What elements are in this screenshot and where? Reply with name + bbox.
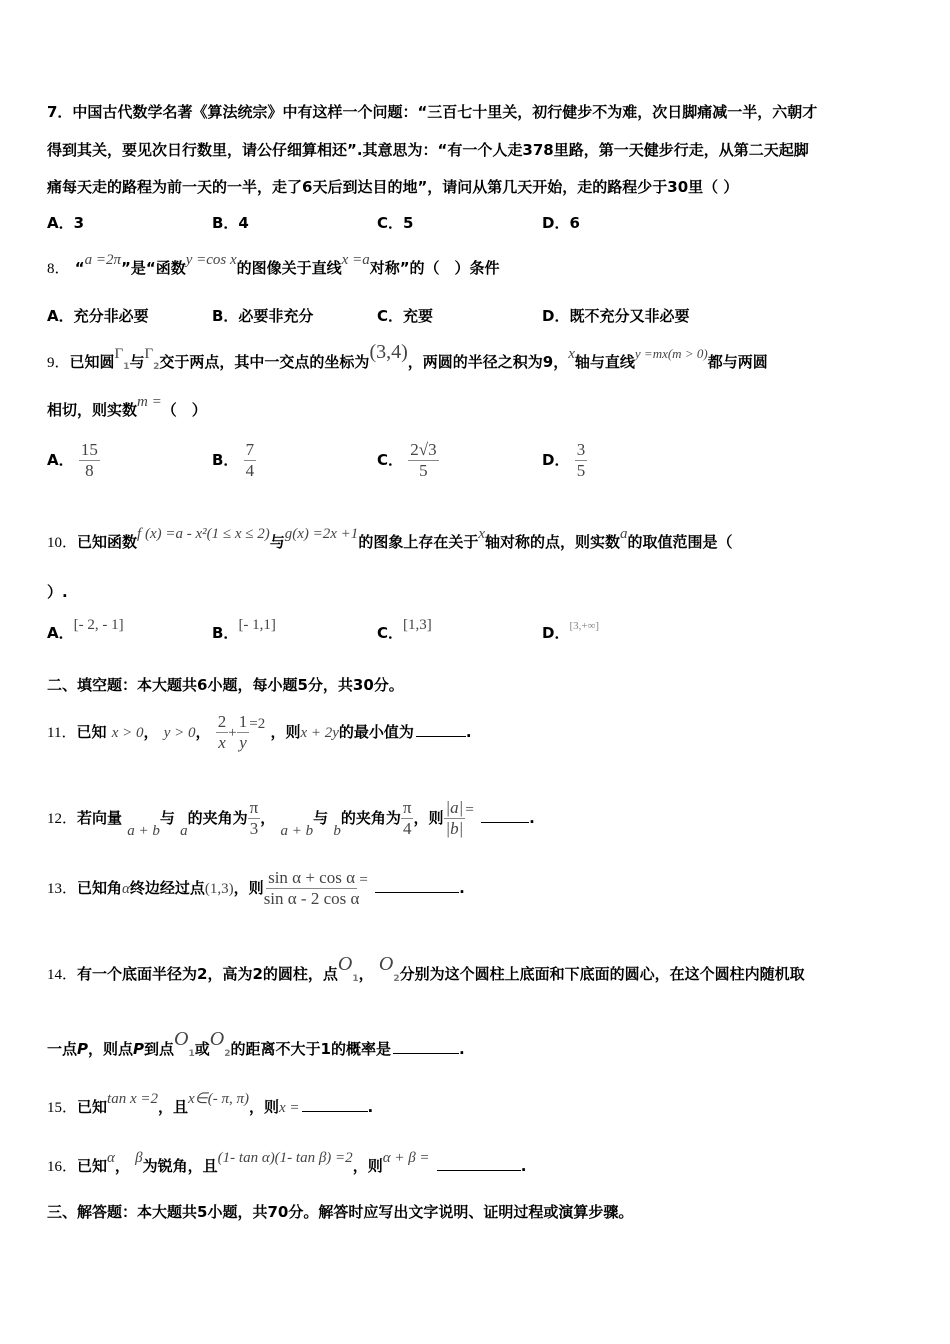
interval: [1,3] <box>403 617 432 633</box>
q9-option-c <box>377 440 439 481</box>
text: 若向量 <box>77 809 123 827</box>
math-O2: O <box>209 1028 225 1050</box>
fraction <box>79 440 100 481</box>
fraction <box>244 440 257 481</box>
interval: [3,+∞] <box>569 620 600 632</box>
equals-2: =2 <box>249 716 266 732</box>
math-x-eq: x = <box>279 1100 300 1116</box>
math-y-gt-0: y > 0 <box>163 725 196 741</box>
q12-stem <box>47 796 535 840</box>
q7-option-a: A．3 <box>47 214 85 232</box>
math-x-plus-2y: x + 2y <box>300 725 339 741</box>
text: 已知 <box>76 723 107 741</box>
denominator: x <box>218 733 226 752</box>
fraction-1-over-y <box>237 712 250 753</box>
text: 已知圆 <box>69 353 115 371</box>
text: 一点 <box>47 1040 78 1058</box>
text: 与 <box>129 353 145 371</box>
q7-line-2: 得到其关，要见次日行数里，请公仔细算相还”.其意思为：“有一个人走378里路，第一天健步行走，从第二天起脚 <box>47 141 809 159</box>
subscript: 1 <box>123 362 130 372</box>
text: 有一个底面半径为2，高为2的圆柱，点 <box>77 965 338 983</box>
math-O1: O <box>174 1028 189 1050</box>
text: ，且 <box>157 1098 188 1116</box>
q15-number: 15． <box>47 1100 78 1116</box>
section-2-heading: 二、填空题：本大题共6小题，每小题5分，共30分。 <box>47 676 404 694</box>
text: 的夹角为 <box>340 809 401 827</box>
numerator: 2 <box>217 712 227 731</box>
text: 的图像关于直线 <box>236 259 342 277</box>
vector-a-plus-b: a + b <box>280 823 314 839</box>
answer-blank <box>393 1052 459 1054</box>
answer-blank <box>437 1169 521 1171</box>
equals: = <box>359 872 368 888</box>
text: 分别为这个圆柱上底面和下底面的圆心，在这个圆柱内随机取 <box>399 965 805 983</box>
fraction-2-over-x <box>216 712 229 753</box>
text: . <box>529 809 535 827</box>
q13-number: 13． <box>47 881 78 897</box>
q7-line-1: 7．中国古代数学名著《算法统宗》中有这样一个问题：“三百七十里关，初行健步不为难，次日脚痛减一半，六朝才 <box>47 103 818 121</box>
math-gamma-2: Γ <box>144 346 154 362</box>
text: 相切，则实数 <box>47 401 138 419</box>
text: 轴对称的点，则实数 <box>485 533 621 551</box>
text: 已知角 <box>77 879 123 897</box>
denominator: 8 <box>85 461 94 480</box>
numerator: π <box>402 798 412 817</box>
fraction-pi-over-4 <box>401 798 414 839</box>
math-tan-product: (1- tan α)(1- tan β) =2 <box>217 1150 353 1166</box>
equals: = <box>465 802 474 818</box>
math-gamma-1: Γ <box>114 346 124 362</box>
text: . <box>520 1157 527 1175</box>
q11-number: 11． <box>47 725 77 741</box>
math-O1: O <box>337 953 353 975</box>
text: 与 <box>313 809 329 827</box>
math-alpha: α <box>107 1150 115 1166</box>
q10-option-a <box>47 617 124 643</box>
numerator: 1 <box>238 712 248 731</box>
q7-option-d: D．6 <box>542 214 580 232</box>
text: 的夹角为 <box>187 809 248 827</box>
denominator: 3 <box>249 819 259 838</box>
text: 都与两圆 <box>707 353 768 371</box>
q8-option-a: A．充分非必要 <box>47 307 149 325</box>
text: . <box>465 723 472 741</box>
fraction-norm-a-over-norm-b <box>444 798 466 839</box>
text: . <box>459 879 465 897</box>
text: ， <box>195 723 211 741</box>
math-x-gt-0: x > 0 <box>111 725 144 741</box>
math-x: x <box>568 346 575 362</box>
q13-stem <box>47 866 465 910</box>
section-3-heading: 三、解答题：本大题共5小题，共70分。解答时应写出文字说明、证明过程或演算步骤。 <box>47 1203 634 1221</box>
text: ”是“函数 <box>121 259 186 277</box>
math-O2: O <box>378 953 394 975</box>
text: ， <box>358 965 374 983</box>
text: . <box>458 1040 465 1058</box>
option-label: A． <box>47 451 74 469</box>
text: 与 <box>269 533 285 551</box>
interval: [- 1,1] <box>238 617 276 633</box>
q14-number: 14． <box>47 967 78 983</box>
answer-blank <box>302 1110 368 1112</box>
answer-blank <box>481 821 529 823</box>
text: ， <box>260 809 276 827</box>
math-alpha-plus-beta: α + β = <box>382 1150 430 1166</box>
math-f-of-x: f (x) =a - x²(1 ≤ x ≤ 2) <box>137 526 270 542</box>
text: 已知函数 <box>77 533 138 551</box>
q10-option-b <box>212 617 276 643</box>
text: 交于两点，其中一交点的坐标为 <box>159 353 370 371</box>
plus: + <box>228 725 237 741</box>
math-point-1-3: (1,3) <box>204 881 234 897</box>
option-label: D． <box>542 624 570 642</box>
option-label: A． <box>47 624 74 642</box>
text: ， <box>114 1157 130 1175</box>
subscript: 2 <box>393 974 400 984</box>
fraction-sin-cos <box>264 868 360 909</box>
math-a-eq-2pi: a =2π <box>84 252 121 268</box>
numerator: π <box>249 798 259 817</box>
text: 已知 <box>77 1098 108 1116</box>
q8-option-c: C．充要 <box>377 307 434 325</box>
math-line-y-mx: y =mx(m > 0) <box>634 346 708 361</box>
q9-stem-line-2 <box>47 394 207 421</box>
math-point-3-4: (3,4) <box>369 341 408 363</box>
q15-stem <box>47 1091 374 1118</box>
q7-line-3: 痛每天走的路程为前一天的一半，走了6天后到达目的地”，请问从第几天开始，走的路程少于30里（ ） <box>47 178 739 196</box>
text: 对称”的（ ）条件 <box>369 259 500 277</box>
q9-option-a <box>47 440 100 481</box>
text: . <box>367 1098 374 1116</box>
q8-number: 8． <box>47 261 70 277</box>
fraction-pi-over-3 <box>248 798 261 839</box>
vector-a: a <box>180 823 188 839</box>
subscript: 1 <box>352 974 359 984</box>
option-label: D． <box>542 451 570 469</box>
math-x-eq-a: x =a <box>341 252 370 268</box>
text: ，则点 <box>88 1040 134 1058</box>
q10-option-d <box>542 622 599 643</box>
text: ，则 <box>413 809 444 827</box>
subscript: 2 <box>224 1049 231 1059</box>
math-alpha: α <box>122 881 130 897</box>
numerator: 7 <box>245 440 255 459</box>
option-label: C． <box>377 451 404 469</box>
q9-option-d <box>542 440 587 481</box>
text: 到点 <box>144 1040 175 1058</box>
math-x-in-interval: x∈(- π, π) <box>188 1091 249 1107</box>
text: ，则 <box>270 723 301 741</box>
denominator: 4 <box>402 819 412 838</box>
option-label: B． <box>212 624 239 642</box>
text: 与 <box>159 809 175 827</box>
q8-option-d: D．既不充分又非必要 <box>542 307 690 325</box>
math-beta: β <box>135 1150 143 1166</box>
numerator: 2√3 <box>410 440 437 459</box>
math-tan-x-eq-2: tan x =2 <box>107 1091 158 1107</box>
option-label: B． <box>212 451 239 469</box>
vector-b: b <box>333 823 341 839</box>
text: 的距离不大于1的概率是 <box>230 1040 391 1058</box>
q7-option-b: B．4 <box>212 214 249 232</box>
text: 轴与直线 <box>574 353 635 371</box>
text: （ ） <box>161 401 207 419</box>
subscript: 1 <box>188 1049 195 1059</box>
text: 的取值范围是（ <box>627 533 733 551</box>
text: 的最小值为 <box>338 723 414 741</box>
text: 已知 <box>77 1157 108 1175</box>
math-y-cos-x: y =cos x <box>185 252 237 268</box>
q11-stem <box>47 712 472 752</box>
q10-option-c <box>377 617 432 643</box>
text: ，则 <box>352 1157 383 1175</box>
math-g-of-x: g(x) =2x +1 <box>284 526 359 542</box>
text: 为锐角，且 <box>142 1157 218 1175</box>
answer-blank <box>375 891 459 893</box>
text: 或 <box>194 1040 210 1058</box>
q8-stem <box>47 252 500 279</box>
text: ，则 <box>233 879 264 897</box>
q16-stem <box>47 1150 527 1177</box>
q10-number: 10． <box>47 535 78 551</box>
denominator: sin α - 2 cos α <box>263 889 360 908</box>
numerator: |a| <box>445 798 464 817</box>
fraction <box>575 440 588 481</box>
q9-number: 9． <box>47 355 70 371</box>
math-P: P <box>77 1040 89 1058</box>
numerator: sin α + cos α <box>268 868 355 887</box>
option-label: C． <box>377 624 404 642</box>
q14-stem-line-2 <box>47 1028 465 1062</box>
math-x: x <box>478 526 485 542</box>
q12-number: 12． <box>47 811 78 827</box>
answer-blank <box>416 735 466 737</box>
q7-option-c: C．5 <box>377 214 414 232</box>
q9-option-b <box>212 440 256 481</box>
text: 终边经过点 <box>129 879 205 897</box>
q16-number: 16． <box>47 1159 78 1175</box>
vector-a-plus-b: a + b <box>127 823 160 839</box>
denominator: 5 <box>419 461 428 480</box>
text: ，两圆的半径之积为9， <box>407 353 569 371</box>
math-P: P <box>133 1040 145 1058</box>
q10-stem-line-1 <box>47 526 733 553</box>
subscript: 2 <box>153 362 160 372</box>
math-m-eq: m = <box>137 394 162 410</box>
numerator: 15 <box>80 440 98 459</box>
text: 的图象上存在关于 <box>358 533 479 551</box>
text: ， <box>143 723 159 741</box>
denominator: 4 <box>245 461 255 480</box>
q14-stem-line-1 <box>47 953 805 987</box>
q10-stem-line-2: ）. <box>47 583 68 601</box>
denominator: y <box>239 733 247 752</box>
denominator: 5 <box>576 461 586 480</box>
math-a: a <box>620 526 628 542</box>
numerator: 3 <box>576 440 586 459</box>
interval: [- 2, - 1] <box>73 617 124 633</box>
text: ，则 <box>249 1098 280 1116</box>
text: “ <box>74 259 85 277</box>
fraction <box>408 440 438 481</box>
denominator: |b| <box>445 819 464 838</box>
q8-option-b: B．必要非充分 <box>212 307 314 325</box>
q9-stem-line-1 <box>47 341 768 375</box>
